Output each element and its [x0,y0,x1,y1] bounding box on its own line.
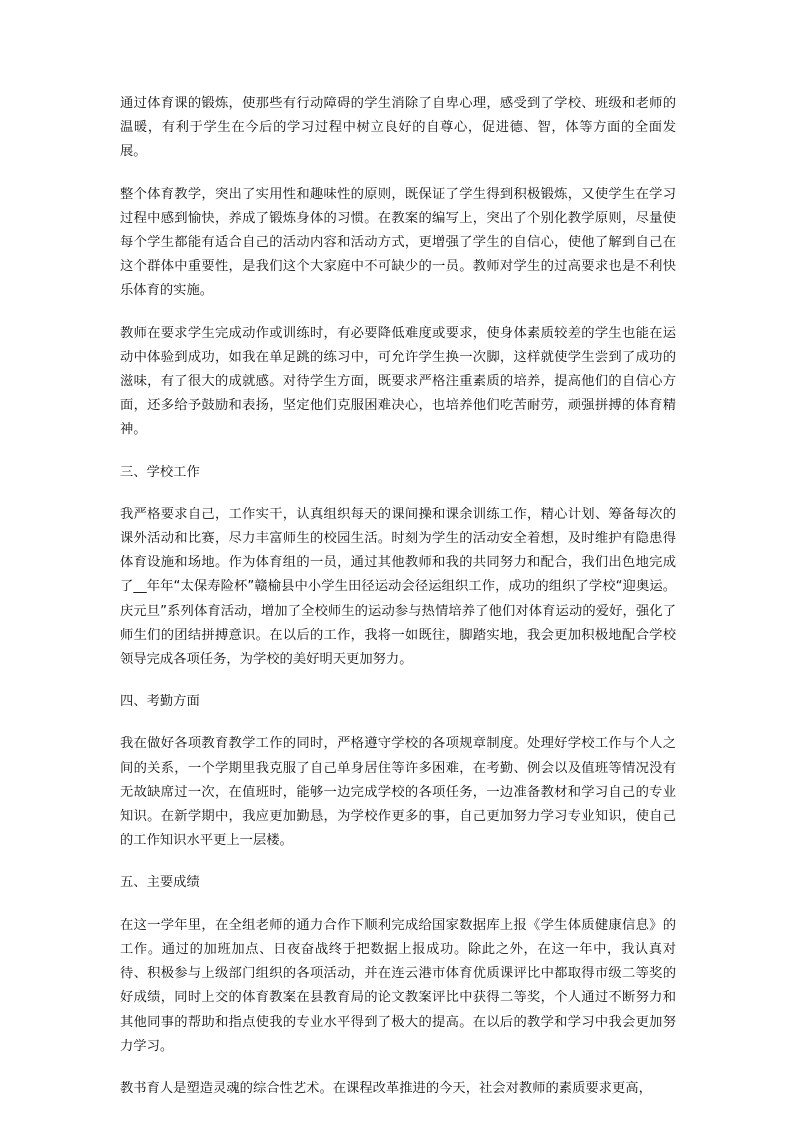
paragraph-closing: 教书育人是塑造灵魂的综合性艺术。在课程改革推进的今天，社会对教师的素质要求更高， [120,1080,652,1096]
paragraph-school-work: 我严格要求自己，工作实干，认真组织每天的课间操和课余训练工作，精心计划、筹备每次的课外活动和比赛，尽力丰富师生的校园生活。时刻为学生的活动安全着想，及时维护有隐患得体育设施和场地。作为体育组的一员，通过其他教师和我的共同努力和配合，我们出色地完成了__年年“太保寿险杯”赣榆县中小学生田径运动会径运组织工作，成功的组织了学校“迎奥运。庆元旦”系列体育活动，增加了全校师生的运动参与热情培养了他们对体育运动的爱好，强化了师生们的团结拼搏意识。在以后的工作，我将一如既往，脚踏实地，我会更加积极地配合学校领导完成各项任务，为学校的美好明天更加努力。 [120,506,676,668]
paragraph-teaching-principles: 整个体育教学，突出了实用性和趣味性的原则，既保证了学生得到积极锻炼，又使学生在学习过程中感到愉快，养成了锻炼身体的习惯。在教案的编写上，突出了个别化教学原则，尽量使每个学生都能有适合自己的活动内容和活动方式，更增强了学生的自信心，使他了解到自己在这个群体中重要性，是我们这个大家庭中不可缺少的一员。教师对学生的过高要求也是不利快乐体育的实施。 [120,186,676,299]
paragraph-attendance: 我在做好各项教育教学工作的同时，严格遵守学校的各项规章制度。处理好学校工作与个人之间的关系，一个学期里我克服了自己单身居住等许多困难，在考勤、例会以及值班等情况没有无故缺席过一次，在值班时，能够一边完成学校的各项任务，一边准备教材和学习自己的专业知识。在新学期中，我应更加勤恳，为学校作更多的事，自己更加努力学习专业知识，使自己的工作知识水平更上一层楼。 [120,736,676,849]
section-heading-attendance: 四、考勤方面 [120,694,200,710]
document-page [120,92,676,1101]
section-heading-school-work: 三、学校工作 [120,464,200,480]
paragraph-achievements: 在这一学年里，在全组老师的通力合作下顺利完成给国家数据库上报《学生体质健康信息》的工作。通过的加班加点、日夜奋战终于把数据上报成功。除此之外，在这一年中，我认真对待、积极参与上级部门组织的各项活动，并在连云港市体育优质课评比中都取得市级二等奖的好成绩，同时上交的体育教案在县教育局的论文教案评比中获得二等奖，个人通过不断努力和其他同事的帮助和指点使我的专业水平得到了极大的提高。在以后的教学和学习中我会更加努力学习。 [120,917,676,1054]
section-heading-achievements: 五、主要成绩 [120,875,200,891]
paragraph-lower-difficulty: 教师在要求学生完成动作或训练时，有必要降低难度或要求，使身体素质较差的学生也能在运动中体验到成功，如我在单足跳的练习中，可允许学生换一次脚，这样就使学生尝到了成功的滋味，有了很大的成就感。对待学生方面，既要求严格注重素质的培养，提高他们的自信心方面，还多给予鼓励和表扬，坚定他们克服困难决心，也培养他们吃苦耐劳，顽强拼搏的体育精神。 [120,325,676,438]
paragraph-pe-class-benefits: 通过体育课的锻炼，使那些有行动障碍的学生消除了自卑心理，感受到了学校、班级和老师的温暖，有利于学生在今后的学习过程中树立良好的自尊心，促进德、智，体等方面的全面发展。 [120,96,676,160]
